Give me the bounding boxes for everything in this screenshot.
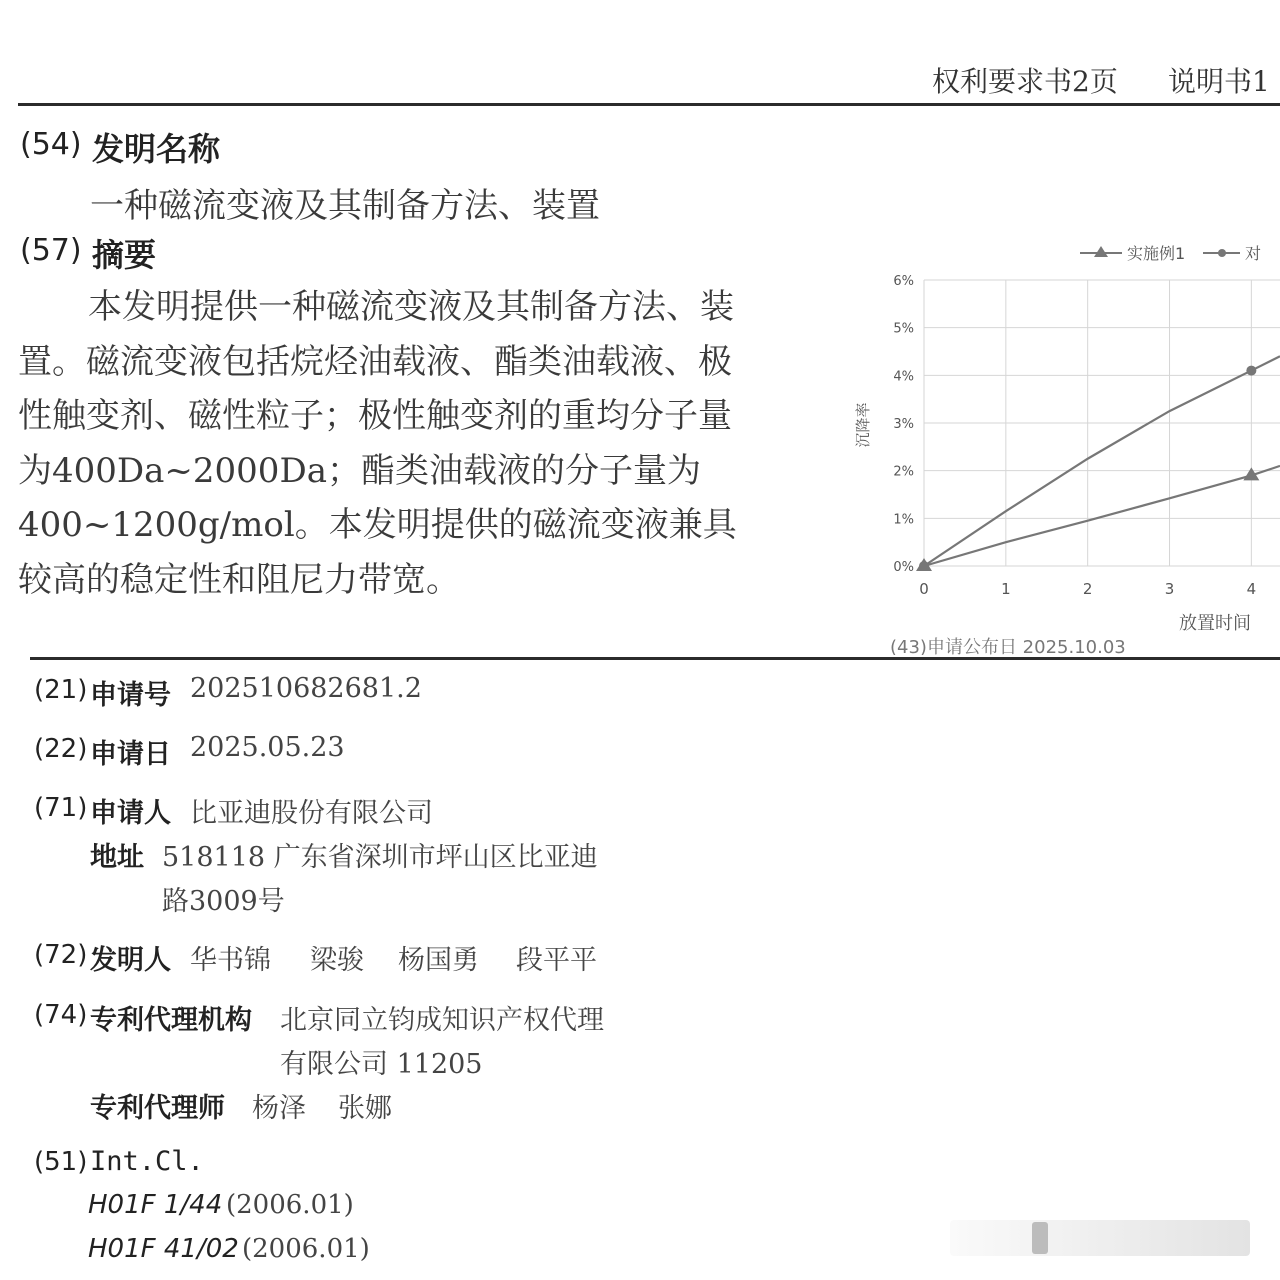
y-tick-label: 3% (893, 417, 914, 432)
agent-name: 杨泽 (252, 1093, 306, 1124)
agency-line-2: 有限公司 11205 (280, 1049, 483, 1080)
agent-label: 专利代理师 (90, 1093, 225, 1124)
application-no-num: (21) (34, 675, 88, 705)
legend-label-2: 对 (1245, 244, 1262, 263)
legend-circle-marker (1218, 249, 1226, 257)
y-tick-label: 4% (893, 369, 914, 385)
abstract-section-num: (57) (20, 233, 82, 268)
x-tick-label: 1 (1001, 580, 1011, 598)
claims-pages: 权利要求书2页 (932, 65, 1118, 98)
address-line-2: 路3009号 (162, 886, 285, 917)
ipc-code: H01F 41/02 (88, 1234, 239, 1264)
data-point-upper (1246, 366, 1256, 376)
inventor-name: 华书锦 (190, 945, 271, 976)
x-tick-label: 0 (919, 580, 929, 598)
application-no-label: 申请号 (90, 680, 171, 711)
blurred-overlay-handle (1032, 1222, 1048, 1254)
y-tick-label: 0% (893, 560, 914, 575)
y-tick-label: 2% (893, 464, 914, 480)
series-line-upper (924, 356, 1280, 566)
agent-name: 张娜 (338, 1093, 392, 1124)
agency-line-1: 北京同立钧成知识产权代理 (280, 1005, 604, 1036)
int-cl-label: Int.Cl. (90, 1146, 204, 1177)
abstract-section-label: 摘要 (92, 236, 157, 274)
y-axis-label: 沉降率 (854, 402, 872, 448)
applicant-num: (71) (34, 793, 88, 823)
ipc-year: (2006.01) (226, 1190, 354, 1220)
filing-date-num: (22) (34, 734, 88, 764)
title-section-label: 发明名称 (92, 130, 221, 168)
address-line-1: 518118 广东省深圳市坪山区比亚迪 (162, 842, 598, 873)
y-tick-label: 6% (893, 274, 914, 289)
legend-label-1: 实施例1 (1127, 244, 1186, 263)
ipc-code: H01F 1/44 (88, 1190, 223, 1220)
applicant-value: 比亚迪股份有限公司 (190, 798, 433, 829)
title-section-num: (54) (20, 127, 82, 162)
address-label: 地址 (90, 842, 144, 873)
x-tick-label: 3 (1164, 580, 1175, 598)
description-pages: 说明书1 (1168, 65, 1270, 98)
blurred-overlay-bar (950, 1220, 1250, 1256)
inventors-num: (72) (34, 940, 88, 970)
middle-rule (30, 657, 1280, 660)
agency-label: 专利代理机构 (90, 1005, 252, 1036)
publication-date-fragment: (43)申请公布日 2025.10.03 (890, 637, 1126, 655)
legend-triangle-marker (1094, 246, 1108, 257)
invention-title: 一种磁流变液及其制备方法、装置 (90, 186, 600, 226)
int-cl-num: (51) (34, 1147, 88, 1177)
inventor-name: 杨国勇 (398, 945, 479, 976)
top-rule (18, 103, 1280, 106)
agency-num: (74) (34, 1000, 88, 1030)
ipc-year: (2006.01) (242, 1234, 370, 1264)
abstract-text: 本发明提供一种磁流变液及其制备方法、装置。磁流变液包括烷烃油载液、酯类油载液、极性触变剂、磁性粒子；极性触变剂的重均分子量为400Da~2000Da；酯类油载液的分子量为400~1200g/mol。本发明提供的磁流变液兼具较高的稳定性和阻尼力带宽。 (18, 287, 737, 600)
inventors-label: 发明人 (90, 945, 171, 976)
x-tick-label: 4 (1246, 580, 1257, 598)
x-tick-label: 2 (1082, 580, 1093, 598)
series-line-lower (924, 466, 1280, 566)
y-tick-label: 5% (893, 321, 914, 337)
x-axis-label: 放置时间 (1179, 613, 1251, 634)
inventor-name: 段平平 (516, 945, 597, 976)
applicant-label: 申请人 (90, 798, 171, 829)
application-no-value: 202510682681.2 (190, 673, 422, 704)
y-tick-label: 1% (893, 512, 914, 528)
filing-date-value: 2025.05.23 (190, 732, 345, 763)
abstract-figure-chart (840, 235, 1280, 655)
filing-date-label: 申请日 (90, 739, 171, 770)
inventor-name: 梁骏 (310, 945, 364, 976)
